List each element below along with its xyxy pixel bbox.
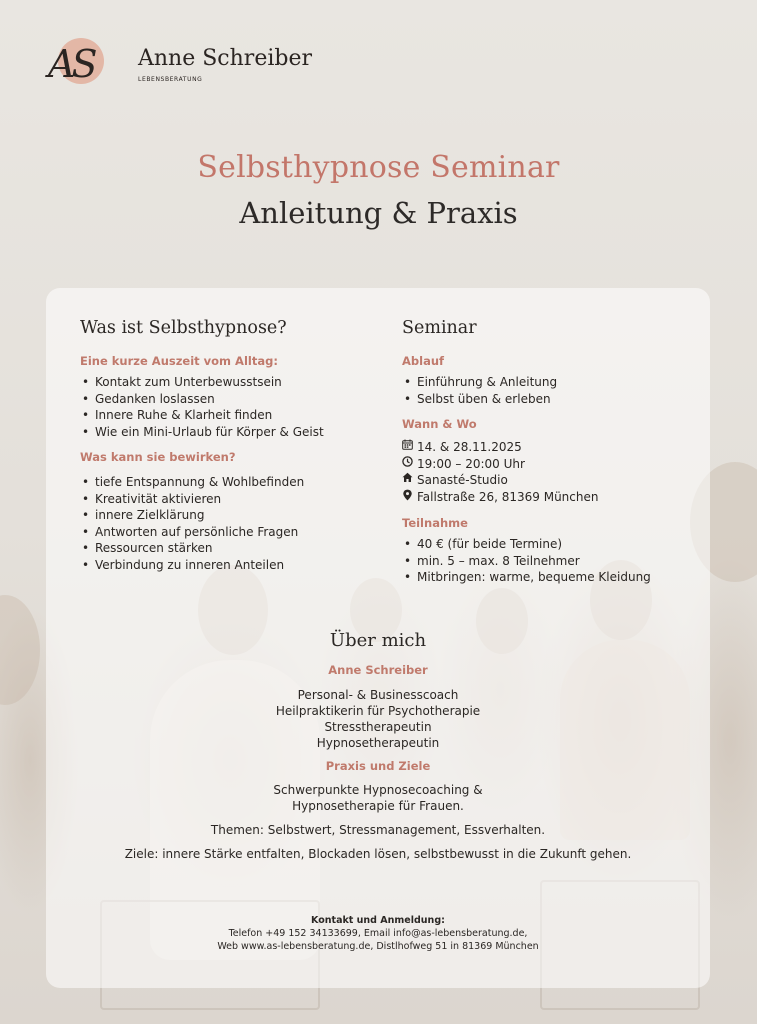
- calendar-icon: [402, 439, 417, 456]
- location-pin-icon: [402, 489, 417, 507]
- section-title-wann: Wann & Wo: [402, 417, 477, 431]
- list-item: • Selbst üben & erleben: [402, 391, 692, 408]
- section-title-ablauf: Ablauf: [402, 354, 445, 368]
- content-card: [46, 288, 710, 988]
- brand-name: Anne Schreiber: [138, 46, 312, 72]
- about-role: Hypnosetherapeutin: [316, 736, 440, 750]
- page-subtitle: Anleitung & Praxis: [239, 196, 518, 230]
- seminar-time: 19:00 – 20:00 Uhr: [417, 456, 525, 471]
- seminar-dates: 14. & 28.11.2025: [417, 440, 522, 454]
- teilnahme-list: [402, 536, 692, 586]
- list-item: • Verbindung zu inneren Anteilen: [80, 557, 380, 574]
- about-name: Anne Schreiber: [328, 663, 428, 677]
- date-row: [402, 439, 692, 456]
- list-item: • Ressourcen stärken: [80, 540, 380, 557]
- brand-logo: [46, 36, 312, 94]
- praxis-line: Schwerpunkte Hypnosecoaching &: [273, 783, 483, 797]
- section-title-teilnahme: Teilnahme: [402, 516, 468, 530]
- list-item: • Gedanken loslassen: [80, 391, 380, 408]
- logo-monogram: AS: [48, 42, 94, 86]
- clock-icon: [402, 456, 417, 473]
- list-item: • Antworten auf persönliche Fragen: [80, 524, 380, 541]
- about-heading: Über mich: [329, 630, 427, 651]
- contact-line-2: Web www.as-lebensberatung.de, Distlhofweg 51 in 81369 München: [217, 941, 539, 952]
- about-role: Personal- & Businesscoach: [297, 688, 459, 702]
- home-icon: [402, 472, 417, 489]
- praxis-line: Hypnosetherapie für Frauen.: [292, 799, 464, 813]
- section-title-bewirken: Was kann sie bewirken?: [80, 450, 236, 464]
- about-role: Stresstherapeutin: [324, 720, 432, 734]
- left-column: [80, 318, 380, 583]
- themen-text: Themen: Selbstwert, Stressmanagement, Essverhalten.: [210, 823, 546, 837]
- praxis-title: Praxis und Ziele: [325, 759, 431, 773]
- left-heading: Was ist Selbsthypnose?: [80, 318, 287, 338]
- seminar-venue: Sanasté-Studio: [417, 473, 508, 487]
- logo-text: [138, 47, 312, 82]
- background-person-left-edge: [0, 595, 40, 705]
- right-column: [402, 318, 692, 596]
- list-item: • 40 € (für beide Termine): [402, 536, 692, 553]
- bewirken-list: [80, 474, 380, 573]
- about-section: [46, 630, 710, 862]
- list-item: • Mitbringen: warme, bequeme Kleidung: [402, 569, 692, 586]
- seminar-address: Fallstraße 26, 81369 München: [417, 490, 599, 504]
- list-item: • Wie ein Mini-Urlaub für Körper & Geist: [80, 424, 380, 441]
- list-item: • tiefe Entspannung & Wohlbefinden: [80, 474, 380, 491]
- contact-heading: Kontakt und Anmeldung:: [311, 915, 445, 926]
- list-item: • innere Zielklärung: [80, 507, 380, 524]
- list-item: • Kontakt zum Unterbewusstsein: [80, 374, 380, 391]
- section-title-auszeit: Eine kurze Auszeit vom Alltag:: [80, 354, 278, 368]
- list-item: • min. 5 – max. 8 Teilnehmer: [402, 553, 692, 570]
- about-role: Heilpraktikerin für Psychotherapie: [275, 704, 481, 718]
- list-item: • Einführung & Anleitung: [402, 374, 692, 391]
- contact-section: [46, 914, 710, 953]
- ablauf-list: [402, 374, 692, 407]
- contact-line-1: Telefon +49 152 34133699, Email info@as-lebensberatung.de,: [228, 928, 528, 939]
- wann-list: [402, 439, 692, 506]
- page-title: Selbsthypnose Seminar: [197, 150, 560, 185]
- venue-row: [402, 472, 692, 489]
- list-item: • Innere Ruhe & Klarheit finden: [80, 407, 380, 424]
- logo-mark: [46, 36, 134, 94]
- time-row: [402, 456, 692, 473]
- right-heading: Seminar: [402, 318, 477, 338]
- ziele-text: Ziele: innere Stärke entfalten, Blockaden lösen, selbstbewusst in die Zukunft gehen.: [124, 847, 632, 861]
- address-row: [402, 489, 692, 507]
- list-item: • Kreativität aktivieren: [80, 491, 380, 508]
- brand-tagline: LEBENSBERATUNG: [138, 75, 203, 83]
- auszeit-list: [80, 374, 380, 440]
